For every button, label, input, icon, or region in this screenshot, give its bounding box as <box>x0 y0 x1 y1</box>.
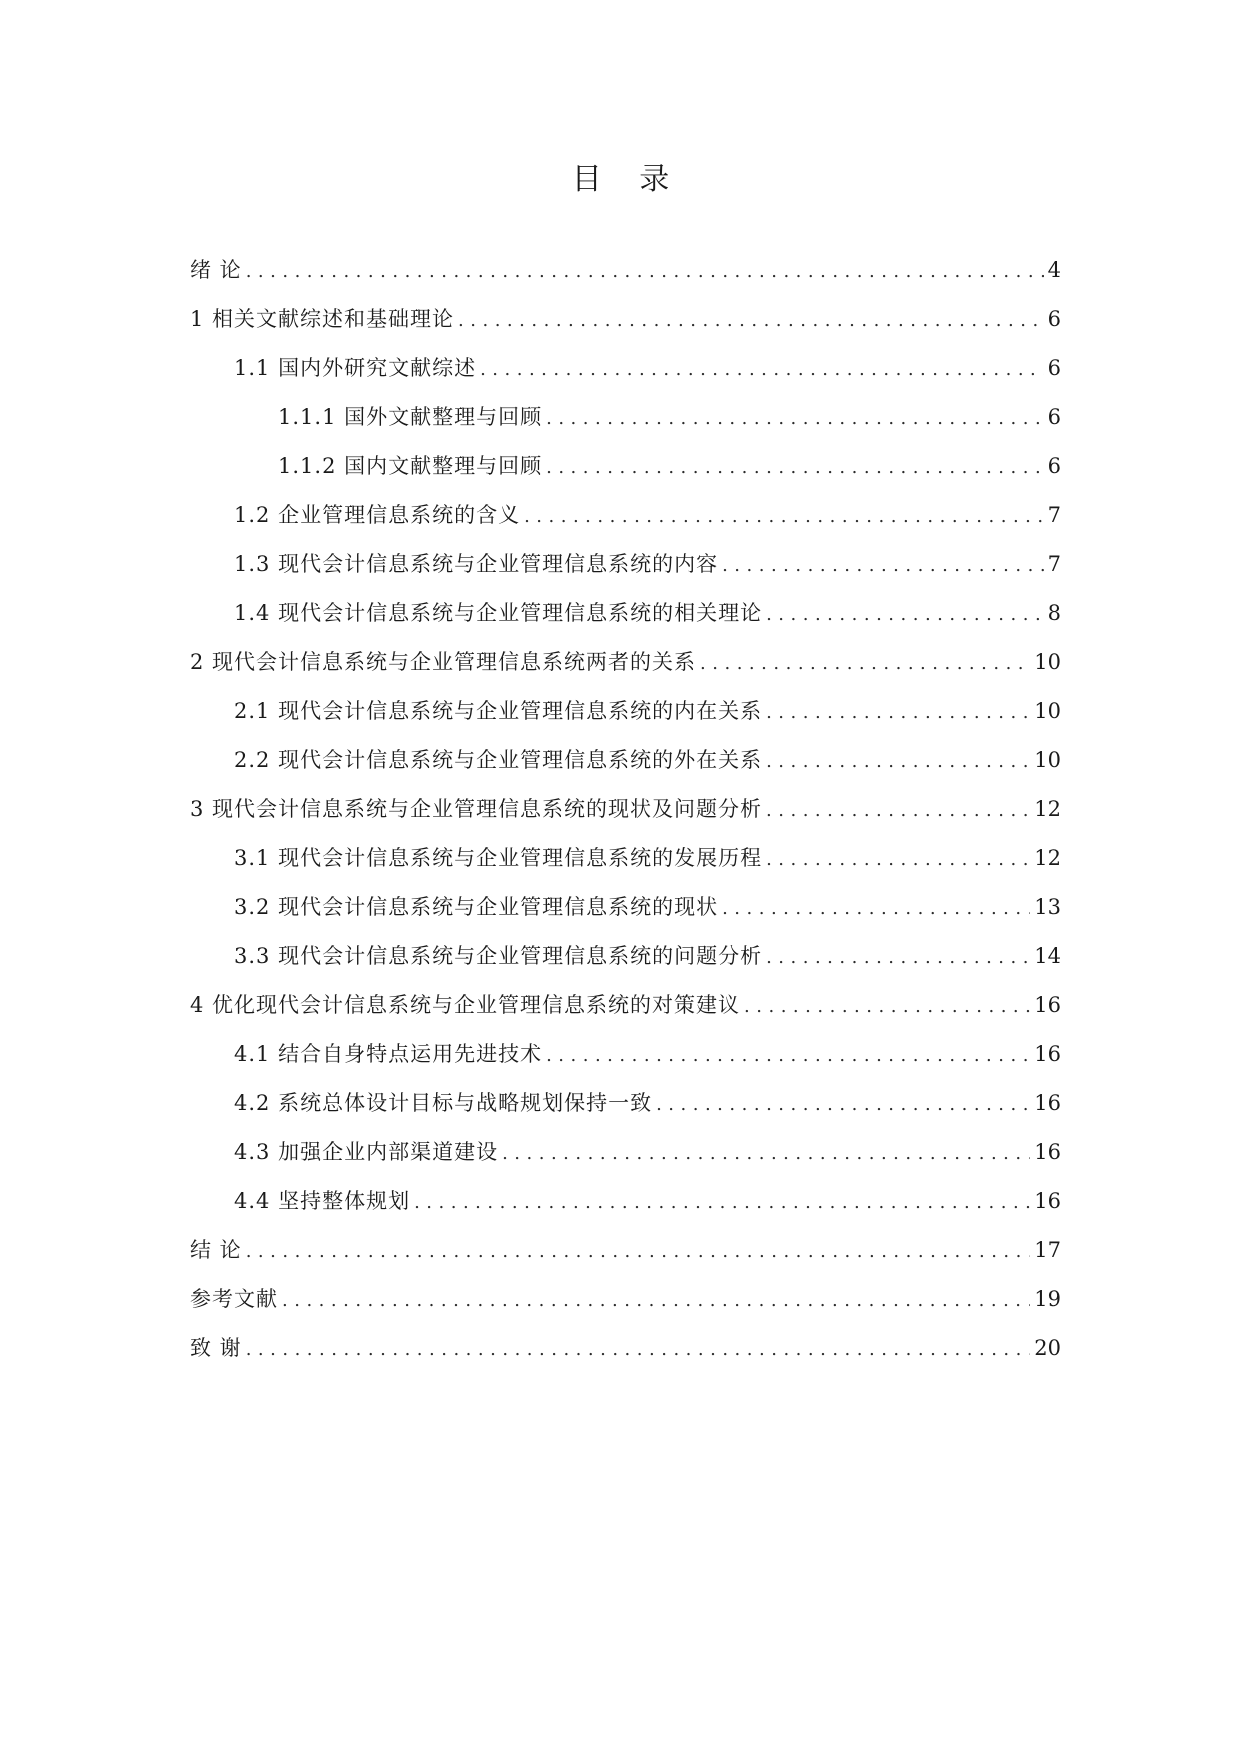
toc-dot-leader <box>766 600 1044 630</box>
toc-page-number: 7 <box>1047 503 1061 527</box>
toc-entry-title: 4.1 结合自身特点运用先进技术 <box>234 1042 543 1066</box>
toc-entry[interactable] <box>190 402 1061 451</box>
toc-page-number: 14 <box>1034 944 1061 968</box>
toc-page-number: 10 <box>1034 699 1061 723</box>
toc-entry[interactable] <box>190 745 1061 794</box>
toc-dot-leader <box>744 992 1030 1022</box>
toc-dot-leader <box>766 845 1030 875</box>
toc-page-number: 16 <box>1034 993 1061 1017</box>
toc-page-number: 4 <box>1047 258 1061 282</box>
toc-entry[interactable] <box>190 353 1061 402</box>
toc-page-number: 20 <box>1034 1336 1061 1360</box>
toc-entry-title: 结 论 <box>190 1238 242 1262</box>
toc-dot-leader <box>524 502 1044 532</box>
toc-dot-leader <box>656 1090 1030 1120</box>
toc-page-number: 6 <box>1047 356 1061 380</box>
toc-dot-leader <box>246 1335 1031 1365</box>
toc-page-number: 8 <box>1047 601 1061 625</box>
toc-page-number: 16 <box>1034 1042 1061 1066</box>
toc-dot-leader <box>546 404 1044 434</box>
toc-page-number: 16 <box>1034 1091 1061 1115</box>
toc-entry[interactable] <box>190 451 1061 500</box>
toc-entry-title: 致 谢 <box>190 1336 242 1360</box>
toc-page-number: 17 <box>1034 1238 1061 1262</box>
toc-entry-title: 4.4 坚持整体规划 <box>234 1189 411 1213</box>
toc-entry-title: 1.4 现代会计信息系统与企业管理信息系统的相关理论 <box>234 601 763 625</box>
toc-entry-title: 4.2 系统总体设计目标与战略规划保持一致 <box>234 1091 653 1115</box>
toc-entry-title: 1.1.2 国内文献整理与回顾 <box>278 454 543 478</box>
toc-dot-leader <box>766 943 1030 973</box>
toc-entry[interactable] <box>190 1333 1061 1382</box>
toc-page-number: 12 <box>1034 797 1061 821</box>
page-title: 目 录 <box>571 162 684 197</box>
toc-dot-leader <box>700 649 1030 679</box>
toc-entry[interactable] <box>190 1088 1061 1137</box>
toc-page-number: 6 <box>1047 405 1061 429</box>
toc-entry-title: 2.1 现代会计信息系统与企业管理信息系统的内在关系 <box>234 699 763 723</box>
toc-dot-leader <box>246 1237 1031 1267</box>
toc-page-number: 7 <box>1047 552 1061 576</box>
toc-dot-leader <box>546 453 1044 483</box>
toc-dot-leader <box>722 551 1044 581</box>
toc-page-number: 6 <box>1047 307 1061 331</box>
toc-entry[interactable] <box>190 598 1061 647</box>
toc-entry-title: 3.2 现代会计信息系统与企业管理信息系统的现状 <box>234 895 719 919</box>
toc-page-number: 19 <box>1034 1287 1061 1311</box>
toc-entry[interactable] <box>190 1284 1061 1333</box>
toc-page-number: 16 <box>1034 1189 1061 1213</box>
toc-entry[interactable] <box>190 500 1061 549</box>
toc-entry[interactable] <box>190 696 1061 745</box>
toc-dot-leader <box>766 698 1030 728</box>
toc-entry-title: 4 优化现代会计信息系统与企业管理信息系统的对策建议 <box>190 993 741 1017</box>
toc-entry-title: 3.3 现代会计信息系统与企业管理信息系统的问题分析 <box>234 944 763 968</box>
toc-dot-leader <box>414 1188 1030 1218</box>
toc-entry-title: 2.2 现代会计信息系统与企业管理信息系统的外在关系 <box>234 748 763 772</box>
toc-entry[interactable] <box>190 843 1061 892</box>
toc-dot-leader <box>766 747 1030 777</box>
toc-entry-title: 1 相关文献综述和基础理论 <box>190 307 455 331</box>
toc-entry[interactable] <box>190 990 1061 1039</box>
toc-entry[interactable] <box>190 304 1061 353</box>
toc-dot-leader <box>246 257 1044 287</box>
toc-entry-title: 绪 论 <box>190 258 242 282</box>
toc-entry[interactable] <box>190 549 1061 598</box>
toc-entry-title: 1.1.1 国外文献整理与回顾 <box>278 405 543 429</box>
toc-entry[interactable] <box>190 1039 1061 1088</box>
toc-dot-leader <box>502 1139 1030 1169</box>
toc-entry-title: 1.3 现代会计信息系统与企业管理信息系统的内容 <box>234 552 719 576</box>
toc-entry-title: 参考文献 <box>190 1287 278 1311</box>
toc-entry[interactable] <box>190 941 1061 990</box>
toc-page-number: 13 <box>1034 895 1061 919</box>
toc-dot-leader <box>766 796 1030 826</box>
toc-entry[interactable] <box>190 647 1061 696</box>
toc-entry[interactable] <box>190 255 1061 304</box>
toc-entry[interactable] <box>190 1137 1061 1186</box>
toc-dot-leader <box>546 1041 1030 1071</box>
toc-entry-title: 1.1 国内外研究文献综述 <box>234 356 477 380</box>
toc-entry[interactable] <box>190 794 1061 843</box>
toc-page-number: 10 <box>1034 650 1061 674</box>
toc-entry[interactable] <box>190 1235 1061 1284</box>
toc-dot-leader <box>480 355 1044 385</box>
toc-page-number: 16 <box>1034 1140 1061 1164</box>
toc-entry[interactable] <box>190 1186 1061 1235</box>
table-of-contents <box>190 255 1061 1382</box>
toc-entry-title: 4.3 加强企业内部渠道建设 <box>234 1140 499 1164</box>
toc-page-number: 10 <box>1034 748 1061 772</box>
toc-page-number: 12 <box>1034 846 1061 870</box>
toc-dot-leader <box>458 306 1044 336</box>
toc-entry-title: 3.1 现代会计信息系统与企业管理信息系统的发展历程 <box>234 846 763 870</box>
toc-dot-leader <box>722 894 1030 924</box>
toc-entry-title: 2 现代会计信息系统与企业管理信息系统两者的关系 <box>190 650 697 674</box>
toc-entry-title: 3 现代会计信息系统与企业管理信息系统的现状及问题分析 <box>190 797 763 821</box>
toc-entry[interactable] <box>190 892 1061 941</box>
toc-dot-leader <box>282 1286 1030 1316</box>
toc-entry-title: 1.2 企业管理信息系统的含义 <box>234 503 521 527</box>
toc-page-number: 6 <box>1047 454 1061 478</box>
